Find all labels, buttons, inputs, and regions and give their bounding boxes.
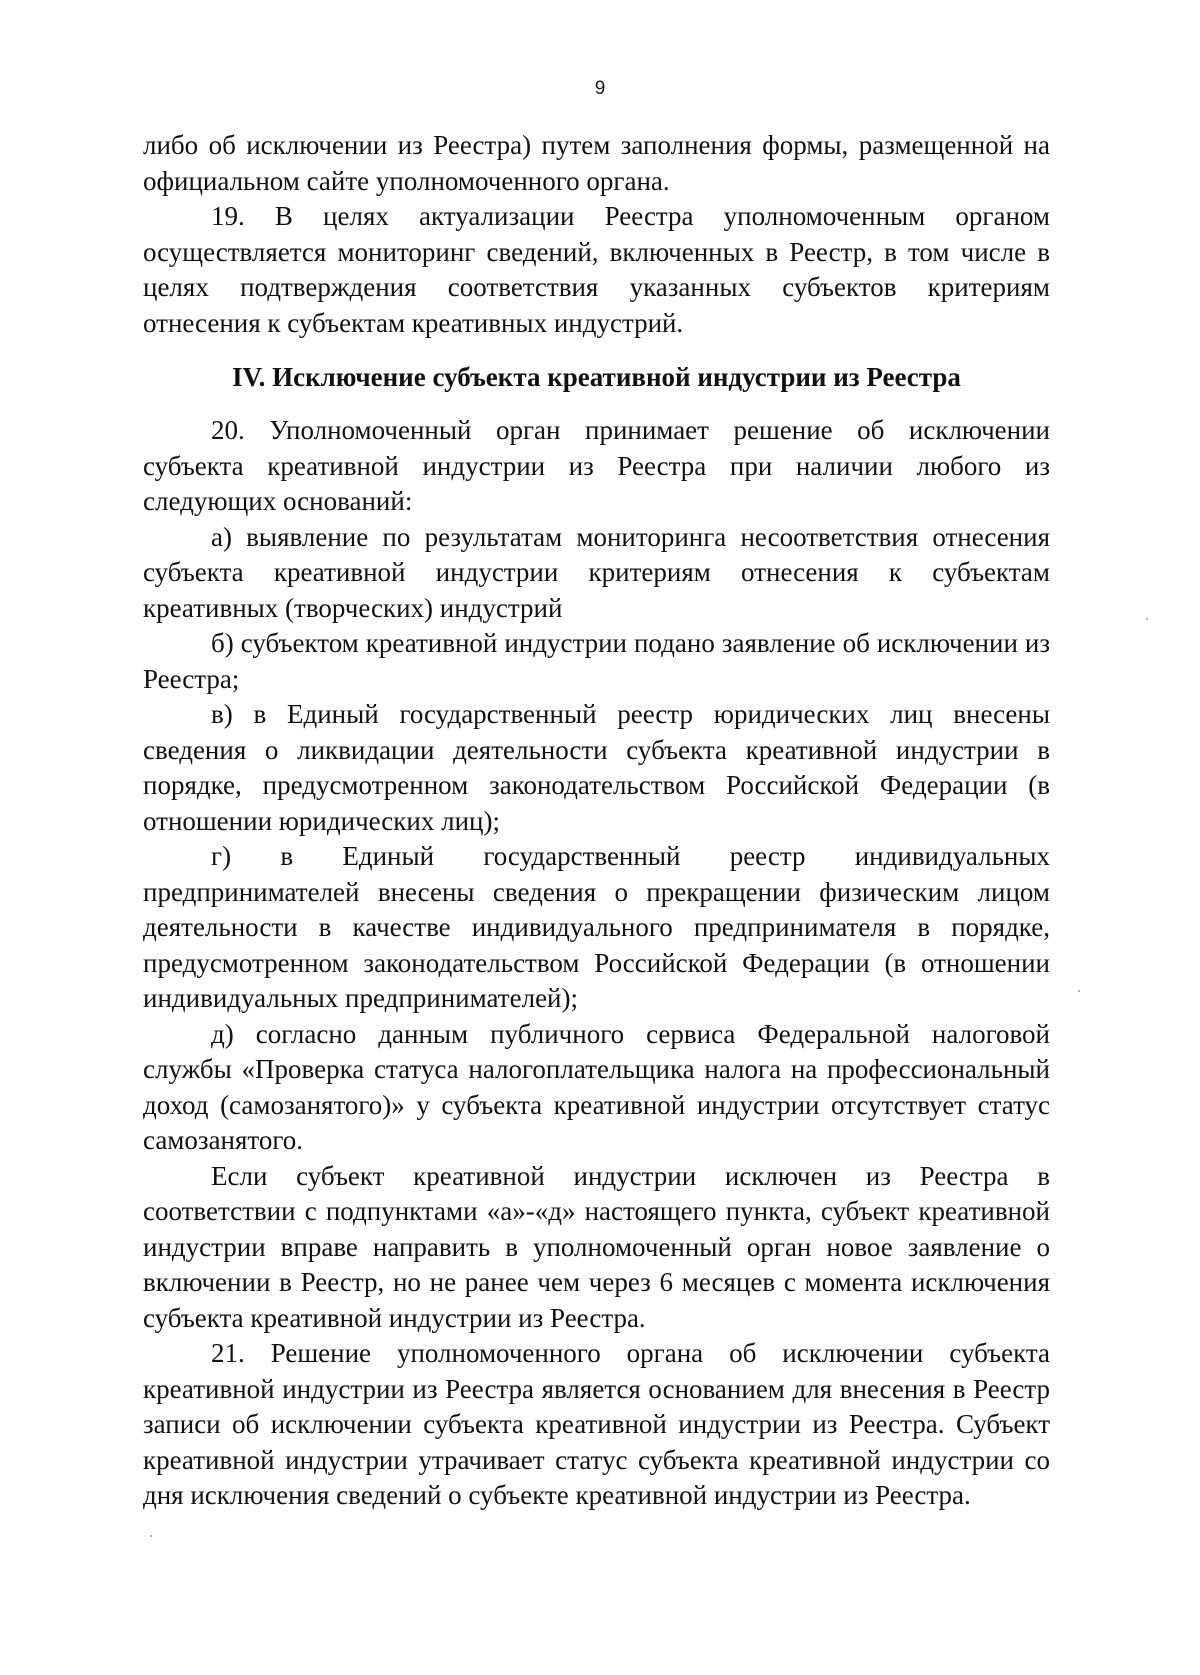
item-g: г) в Единый государственный реестр индивидуальных предпринимателей внесены сведения о прекращении физическим лицом деятельности в качестве индивидуального предпринимателя в порядке, предусмотренном законодательством Российской Федерации (в отношении индивидуальных предпринимателей); [143, 841, 1050, 1013]
document-body [143, 128, 1050, 1514]
paragraph-continuation: либо об исключении из Реестра) путем заполнения формы, размещенной на официальном сайте уполномоченного органа. [143, 130, 1050, 196]
scan-speck [1078, 990, 1080, 992]
section-heading: IV. Исключение субъекта креативной индустрии из Реестра [232, 362, 961, 392]
scan-speck [1146, 618, 1148, 620]
item-b: б) субъектом креативной индустрии подано заявление об исключении из Реестра; [143, 628, 1050, 694]
paragraph-20: 20. Уполномоченный орган принимает решение об исключении субъекта креативной индустрии из Реестра при наличии любого из следующих оснований: [143, 415, 1050, 516]
section-body [143, 413, 1050, 1514]
item-a: а) выявление по результатам мониторинга несоответствия отнесения субъекта креативной индустрии критериям отнесения к субъектам креативных (творческих) индустрий [143, 521, 1050, 623]
item-d: д) согласно данным публичного сервиса Федеральной налоговой службы «Проверка статуса налогоплательщика налога на профессиональный доход (самозанятого)» у субъекта креативной индустрии отсутствует статус самозанятого. [143, 1018, 1050, 1155]
paragraph-exclusion-note: Если субъект креативной индустрии исключен из Реестра в соответствии с подпунктами «а»-«д» настоящего пункта, субъект креативной индустрии вправе направить в уполномоченный орган новое заявление о включении в Реестр, но не ранее чем через 6 месяцев с момента исключения субъекта креативной индустрии из Реестра. [143, 1160, 1050, 1333]
paragraph-19: 19. В целях актуализации Реестра уполномоченным органом осуществляется мониторинг сведений, включенных в Реестр, в том числе в целях подтверждения соответствия указанных субъектов критериям отнесения к субъектам креативных индустрий. [143, 201, 1050, 338]
scan-speck [150, 1535, 152, 1537]
item-v: в) в Единый государственный реестр юридических лиц внесены сведения о ликвидации деятельности субъекта креативной индустрии в порядке, предусмотренном законодательством Российской Федерации (в отношении юридических лиц); [143, 699, 1050, 836]
paragraph-21: 21. Решение уполномоченного органа об исключении субъекта креативной индустрии из Реестра является основанием для внесения в Реестр записи об исключении субъекта креативной индустрии из Реестра. Субъект креативной индустрии утрачивает статус субъекта креативной индустрии со дня исключения сведений о субъекте креативной индустрии из Реестра. [143, 1338, 1050, 1510]
page-number: 9 [594, 78, 606, 99]
